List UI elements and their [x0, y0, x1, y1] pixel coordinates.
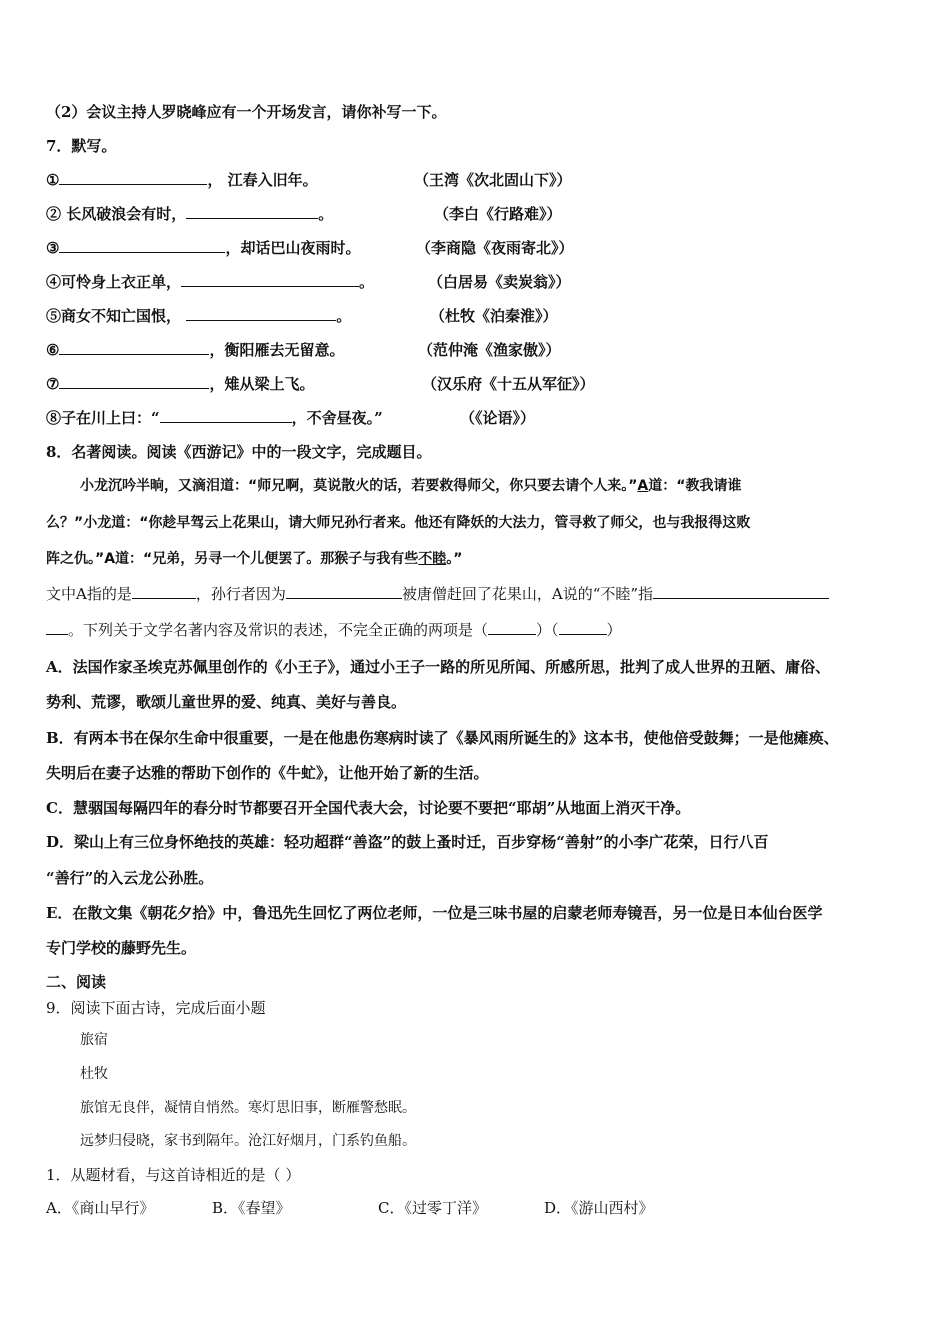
poem-line-2: 远梦归侵晓，家书到隔年。沧江好烟月，门系钓鱼船。: [80, 1133, 416, 1149]
q8-passage-line-3: 阵之仇。”A道：“兄弟，另寻一个儿便罢了。那猴子与我有些不睦。”: [46, 551, 463, 567]
answer-blank[interactable]: [186, 306, 336, 321]
answer-blank[interactable]: [132, 584, 196, 599]
q7-item-5: ⑤商女不知亡国恨， 。: [46, 307, 352, 325]
poem-author: 杜牧: [80, 1066, 108, 1082]
answer-blank[interactable]: [59, 238, 225, 253]
q7-item-4: ④可怜身上衣正单， 。: [46, 273, 375, 291]
q8-passage-line-2: 么？”小龙道：“你趁早驾云上花果山，请大师兄孙行者来。他还有降妖的大法力，管寻救了师父，也与我报得这败: [46, 515, 751, 531]
answer-blank[interactable]: [59, 170, 207, 185]
q7-source-7: （汉乐府《十五从军征》）: [422, 375, 595, 393]
q7-source-4: （白居易《卖炭翁》）: [428, 273, 571, 291]
q8-option-a-line-1: A．法国作家圣埃克苏佩里创作的《小王子》，通过小王子一路的所见所闻、所感所思，批判了成人世界的丑陋、庸俗、: [46, 658, 831, 676]
q7-item-7: ⑦ ，雉从梁上飞。: [46, 375, 315, 393]
q7-title: 7．默写。: [46, 137, 117, 155]
q7-source-3: （李商隐《夜雨寄北》）: [416, 239, 574, 257]
q8-blank-line-2: 。下列关于文学名著内容及常识的表述，不完全正确的两项是（ ）（ ）: [46, 620, 622, 640]
answer-blank[interactable]: [59, 340, 209, 355]
answer-blank[interactable]: [46, 620, 68, 635]
q7-source-2: （李白《行路难》）: [434, 205, 562, 223]
q7-item-8: ⑧子在川上曰：“ ，不舍昼夜。”: [46, 409, 383, 427]
q8-passage-line-1: 小龙沉吟半晌，又滴泪道：“师兄啊，莫说散火的话，若要救得师父，你只要去请个人来。”A道：“教我请谁: [80, 478, 742, 494]
poem-title: 旅宿: [80, 1032, 108, 1048]
q7-source-8: （《论语》）: [460, 409, 536, 427]
q8-option-a-line-2: 势利、荒谬，歌颂儿童世界的爱、纯真、美好与善良。: [46, 693, 407, 711]
poem-line-1: 旅馆无良伴，凝情自悄然。寒灯思旧事，断雁警愁眠。: [80, 1100, 416, 1116]
section-heading-reading: 二、阅读: [46, 973, 107, 991]
q8-option-e-line-1: E．在散文集《朝花夕拾》中，鲁迅先生回忆了两位老师，一位是三味书屋的启蒙老师寿镜吾，另一位是日本仙台医学: [46, 904, 823, 922]
answer-blank[interactable]: [186, 204, 318, 219]
q8-option-c: C．慧骃国每隔四年的春分时节都要召开全国代表大会，讨论要不要把“耶胡”从地面上消灭干净。: [46, 799, 691, 817]
q8-blank-line-1: 文中A指的是 ，孙行者因为 被唐僧赶回了花果山，A说的“不睦”指: [46, 584, 829, 604]
q7-source-6: （范仲淹《渔家傲》）: [418, 341, 561, 359]
q7-item-6: ⑥ ，衡阳雁去无留意。: [46, 341, 345, 359]
q9-option-a[interactable]: A．《商山早行》: [46, 1199, 155, 1217]
q7-item-1: ① ， 江春入旧年。: [46, 171, 318, 189]
answer-blank[interactable]: [160, 408, 292, 423]
q7-source-1: （王湾《次北固山下》）: [414, 171, 572, 189]
answer-blank[interactable]: [286, 584, 402, 599]
q6-part2: （2）会议主持人罗晓峰应有一个开场发言，请你补写一下。: [46, 103, 447, 121]
q9-sub-question-1: 1．从题材看，与这首诗相近的是（ ）: [46, 1166, 301, 1184]
answer-blank[interactable]: [181, 272, 359, 287]
answer-blank[interactable]: [488, 620, 536, 635]
q8-option-b-line-1: B．有两本书在保尔生命中很重要，一是在他患伤寒病时读了《暴风雨所诞生的》这本书，使他倍受鼓舞；一是他瘫痪、: [46, 729, 839, 747]
q9-option-d[interactable]: D．《游山西村》: [544, 1199, 654, 1217]
q9-option-c[interactable]: C．《过零丁洋》: [378, 1199, 487, 1217]
q8-title: 8．名著阅读。阅读《西游记》中的一段文字，完成题目。: [46, 443, 432, 461]
q9-option-b[interactable]: B．《春望》: [212, 1199, 291, 1217]
answer-blank[interactable]: [559, 620, 607, 635]
answer-blank[interactable]: [653, 584, 829, 599]
q8-option-d-line-1: D．梁山上有三位身怀绝技的英雄：轻功超群“善盗”的鼓上蚤时迁，百步穿杨“善射”的小李广花荣，日行八百: [46, 833, 769, 851]
q8-option-e-line-2: 专门学校的藤野先生。: [46, 939, 197, 957]
q7-source-5: （杜牧《泊秦淮》）: [430, 307, 558, 325]
q9-title: 9．阅读下面古诗，完成后面小题: [46, 999, 266, 1017]
answer-blank[interactable]: [59, 374, 209, 389]
q7-item-3: ③ ，却话巴山夜雨时。: [46, 239, 361, 257]
q7-item-2: ② 长风破浪会有时， 。: [46, 205, 334, 223]
q8-option-b-line-2: 失明后在妻子达雅的帮助下创作的《牛虻》，让他开始了新的生活。: [46, 764, 489, 782]
q8-option-d-line-2: “善行”的入云龙公孙胜。: [46, 869, 214, 887]
